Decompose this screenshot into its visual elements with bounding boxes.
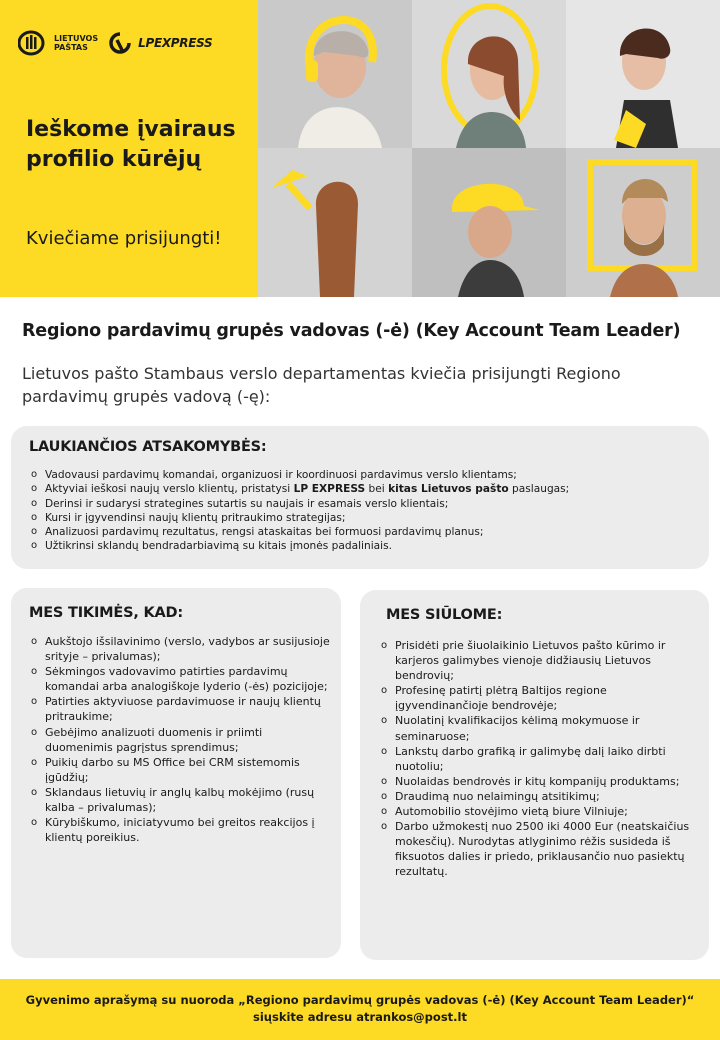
offer-heading: MES SIŪLOME: xyxy=(386,607,503,623)
responsibilities-heading: LAUKIANČIOS ATSAKOMYBĖS: xyxy=(29,439,267,455)
application-footer xyxy=(0,979,720,1040)
portrait-man-yellow-cap xyxy=(412,148,566,297)
requirements-box xyxy=(11,588,341,958)
requirements-list xyxy=(31,634,331,845)
job-title: Regiono pardavimų grupės vadovas (-ė) (Key Account Team Leader) xyxy=(22,321,681,341)
list-item: o Derinsi ir sudarysi strategines sutartis su naujais ir esamais verslo klientais; xyxy=(31,497,701,511)
list-item: o Puikių darbo su MS Office bei CRM sistemomis įgūdžių; xyxy=(31,755,331,785)
list-item: o Draudimą nuo nelaimingų atsitikimų; xyxy=(381,789,701,804)
list-item: o Sėkmingos vadovavimo patirties pardavimų komandai arba analogiškoje lyderio (-ės) pozicijoje; xyxy=(31,664,331,694)
logo-line-2: PAŠTAS xyxy=(54,43,88,52)
list-item: o Kūrybiškumo, iniciatyvumo bei greitos reakcijos į klientų poreikius. xyxy=(31,815,331,845)
requirements-heading: MES TIKIMĖS, KAD: xyxy=(29,605,183,621)
responsibilities-box xyxy=(11,426,709,569)
lpexpress-logo xyxy=(108,32,212,54)
list-item: o Analizuosi pardavimų rezultatus, rengsi ataskaitas bei formuosi pardavimų planus; xyxy=(31,525,701,539)
list-item: o Aukštojo išsilavinimo (verslo, vadybos ar susijusioje srityje – privalumas); xyxy=(31,634,331,664)
hero-subtitle: Kviečiame prisijungti! xyxy=(26,228,222,249)
portrait-bearded-man xyxy=(566,148,720,297)
list-item: o Vadovausi pardavimų komandai, organizuosi ir koordinuosi pardavimus verslo klientams; xyxy=(31,468,701,482)
logo-line-1: LIETUVOS xyxy=(54,34,99,43)
list-item: o Darbo užmokestį nuo 2500 iki 4000 Eur (neatskaičius mokesčių). Nurodytas atlyginimo rėžis susideda iš fiksuotos dalies ir priedo, priklausančio nuo pasiektų rezultatų. xyxy=(381,819,701,879)
hero-title: Ieškome įvairaus profilio kūrėjų xyxy=(26,117,236,172)
list-item: o Užtikrinsi sklandų bendradarbiavimą su kitais įmonės padaliniais. xyxy=(31,539,701,553)
post-horn-icon xyxy=(18,30,50,56)
list-item: o Automobilio stovėjimo vietą biure Vilniuje; xyxy=(381,804,701,819)
footer-instruction: Gyvenimo aprašymą su nuoroda „Regiono pardavimų grupės vadovas (-ė) (Key Account Team Leader)“ xyxy=(25,993,695,1007)
list-item: o Patirties aktyviuose pardavimuose ir naujų klientų pritraukime; xyxy=(31,694,331,724)
job-intro: Lietuvos pašto Stambaus verslo departamentas kviečia prisijungti Regiono pardavimų grupės vadovą (-ę): xyxy=(22,364,621,406)
list-item: o Nuolatinį kvalifikacijos kėlimą mokymuose ir seminaruose; xyxy=(381,713,701,743)
offer-box xyxy=(360,590,709,960)
responsibilities-list xyxy=(31,468,701,554)
list-item: o Profesinę patirtį plėtrą Baltijos regione įgyvendinančioje bendrovėje; xyxy=(381,683,701,713)
list-item: o Kursi ir įgyvendinsi naujų klientų pritraukimo strategijas; xyxy=(31,511,701,525)
lietuvos-pastas-logo xyxy=(18,30,98,56)
hero-banner xyxy=(0,0,720,297)
list-item: o Aktyviai ieškosi naujų verslo klientų, pristatysi LP EXPRESS bei kitas Lietuvos pašto paslaugas; xyxy=(31,482,701,496)
offer-list xyxy=(381,638,701,880)
lpexpress-mark-icon xyxy=(108,32,134,54)
list-item: o Gebėjimo analizuoti duomenis ir priimti duomenimis pagrįstus sprendimus; xyxy=(31,725,331,755)
portrait-grid xyxy=(258,0,720,297)
list-item: o Nuolaidas bendrovės ir kitų kompanijų produktams; xyxy=(381,774,701,789)
portrait-young-woman xyxy=(566,0,720,148)
lpexpress-logo-text: LPEXPRESS xyxy=(138,36,213,50)
portrait-woman-long-hair xyxy=(258,148,412,297)
brand-logos xyxy=(18,30,212,56)
footer-email-line[interactable]: siųskite adresu atrankos@post.lt xyxy=(253,1010,467,1024)
portrait-woman-yellow-bubble xyxy=(412,0,566,148)
portrait-older-woman-headphones xyxy=(258,0,412,148)
list-item: o Prisidėti prie šiuolaikinio Lietuvos pašto kūrimo ir karjeros galimybes vienoje didžiausių Lietuvos bendrovių; xyxy=(381,638,701,683)
list-item: o Sklandaus lietuvių ir anglų kalbų mokėjimo (rusų kalba – privalumas); xyxy=(31,785,331,815)
list-item: o Lankstų darbo grafiką ir galimybę dalį laiko dirbti nuotoliu; xyxy=(381,744,701,774)
hero-yellow-panel xyxy=(0,0,258,297)
